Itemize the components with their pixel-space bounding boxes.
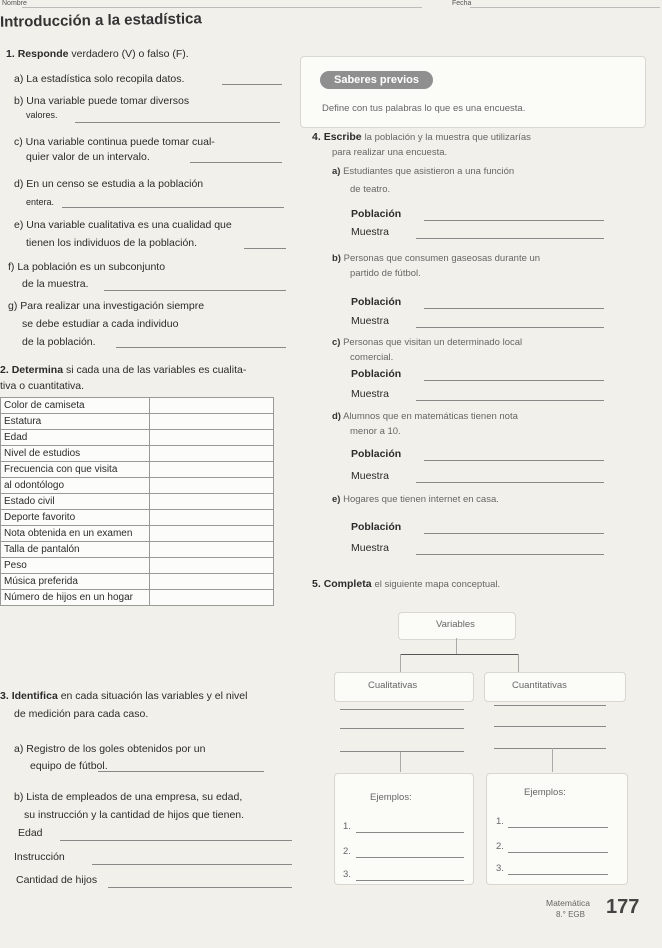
variable-type-answer-cell[interactable]: [150, 446, 274, 462]
q3-b-text: b) Lista de empleados de una empresa, su edad,: [14, 791, 243, 803]
q4-e-muestra-blank[interactable]: [416, 554, 604, 555]
q4-a-letter: a): [332, 166, 341, 177]
saberes-previos-badge: Saberes previos: [320, 71, 433, 89]
variables-table: [0, 397, 274, 606]
q2-verb: Determina: [11, 364, 64, 376]
q4-c-text-2: comercial.: [350, 352, 394, 363]
q1-e-text: Una variable cualitativa es una cualidad que: [26, 219, 232, 231]
q4-b-text: Personas que consumen gaseosas durante un: [343, 253, 541, 264]
q1-verb: Responde: [17, 48, 69, 60]
q1-item-g: [8, 300, 204, 312]
q1-d-blank[interactable]: [62, 207, 284, 208]
q1-c-letter: c): [14, 136, 23, 148]
variable-type-answer-cell[interactable]: [150, 590, 274, 606]
table-row: [1, 430, 274, 446]
map-left-blank-2[interactable]: [340, 728, 464, 729]
name-line: [22, 7, 422, 8]
q1-g-text-3: de la población.: [22, 336, 96, 348]
q1-item-b: [14, 95, 189, 107]
q4-item-b: [332, 253, 540, 264]
table-row: [1, 398, 274, 414]
q4-b-muestra-label: Muestra: [351, 315, 389, 327]
q4-b-text-2: partido de fútbol.: [350, 268, 421, 279]
q1-e-text-2: tienen los individuos de la población.: [26, 237, 198, 249]
table-row: [1, 558, 274, 574]
q1-item-c: [14, 136, 215, 148]
q1-g-text-2: se debe estudiar a cada individuo: [22, 318, 179, 330]
variable-type-answer-cell[interactable]: [150, 414, 274, 430]
variable-type-answer-cell[interactable]: [150, 430, 274, 446]
q3-hijos-blank[interactable]: [108, 887, 292, 888]
table-row: [1, 542, 274, 558]
table-row: [1, 494, 274, 510]
saberes-previos-box: [300, 56, 646, 128]
variable-type-answer-cell[interactable]: [150, 558, 274, 574]
q4-item-a: [332, 166, 514, 177]
q1-e-letter: e): [14, 219, 24, 231]
q3-field-instruccion: Instrucción: [14, 851, 65, 863]
q4-d-text-2: menor a 10.: [350, 426, 401, 437]
variable-name-cell: Estado civil: [1, 494, 150, 510]
map-right-example-1-blank[interactable]: [508, 827, 608, 828]
map-left-stem: [400, 654, 401, 672]
q5-verb: Completa: [323, 578, 372, 590]
q1-d-letter: d): [14, 178, 24, 190]
q1-b-text-2: valores.: [26, 110, 58, 120]
q1-d-text: En un censo se estudia a la población: [26, 178, 204, 190]
q4-c-muestra-blank[interactable]: [416, 400, 604, 401]
q3-number: 3.: [0, 690, 9, 702]
q4-e-letter: e): [332, 494, 341, 505]
q1-text: verdadero (V) o falso (F).: [71, 48, 189, 60]
map-left-down-stem: [400, 752, 401, 772]
q1-g-blank[interactable]: [116, 347, 286, 348]
q3-a-text-2: equipo de fútbol.: [30, 760, 108, 772]
map-root-label: Variables: [436, 619, 475, 630]
q4-a-text: Estudiantes que asistieron a una función: [343, 166, 515, 177]
variable-name-cell: Talla de pantalón: [1, 542, 150, 558]
q4-d-poblacion-blank[interactable]: [424, 460, 604, 461]
table-row: [1, 462, 274, 478]
variable-type-answer-cell[interactable]: [150, 574, 274, 590]
q3-a-text: a) Registro de los goles obtenidos por un: [14, 743, 206, 755]
date-line: [470, 7, 660, 8]
q1-a-letter: a): [14, 73, 24, 85]
map-left-example-1-blank[interactable]: [356, 832, 464, 833]
variable-type-answer-cell[interactable]: [150, 510, 274, 526]
map-left-example-2: 2.: [343, 846, 351, 857]
map-left-example-3-blank[interactable]: [356, 880, 464, 881]
table-row: [1, 478, 274, 494]
page-number: 177: [606, 896, 640, 918]
q1-item-f: [8, 261, 165, 273]
map-right-example-3: 3.: [496, 863, 504, 874]
map-right-example-3-blank[interactable]: [508, 874, 608, 875]
q4-b-poblacion-label: Población: [351, 296, 402, 308]
variable-name-cell: Estatura: [1, 414, 150, 430]
q4-text-1: la población y la muestra que utilizarías: [364, 132, 531, 143]
q1-b-blank[interactable]: [75, 122, 280, 123]
q4-item-e: [332, 494, 499, 505]
q3-edad-blank[interactable]: [60, 840, 292, 841]
table-row: [1, 526, 274, 542]
map-right-label: Cuantitativas: [512, 680, 567, 691]
q3-verb: Identifica: [11, 690, 58, 702]
variable-name-cell: al odontólogo: [1, 478, 150, 494]
saberes-text: Define con tus palabras lo que es una encuesta.: [322, 103, 526, 114]
q4-e-text: Hogares que tienen internet en casa.: [343, 494, 499, 505]
q5-number: 5.: [312, 578, 321, 590]
q3-instruction: [0, 690, 247, 702]
table-row: [1, 590, 274, 606]
q1-f-letter: f): [8, 261, 15, 273]
q4-item-d: [332, 411, 518, 422]
q1-number: 1.: [6, 48, 15, 60]
q4-a-text-2: de teatro.: [350, 184, 391, 195]
variable-type-answer-cell[interactable]: [150, 542, 274, 558]
q1-c-text-2: quier valor de un intervalo.: [26, 151, 150, 163]
variable-name-cell: Nota obtenida en un examen: [1, 526, 150, 542]
q4-a-muestra-label: Muestra: [351, 226, 389, 238]
q5-instruction: [312, 578, 500, 590]
q1-b-letter: b): [14, 95, 24, 107]
variable-name-cell: Color de camiseta: [1, 398, 150, 414]
map-left-label: Cualitativas: [368, 680, 418, 691]
date-label: Fecha: [452, 0, 472, 7]
q1-f-blank[interactable]: [104, 290, 286, 291]
variable-type-answer-cell[interactable]: [150, 398, 274, 414]
map-right-stem: [518, 654, 519, 672]
q4-b-letter: b): [332, 253, 341, 264]
q4-c-poblacion-label: Población: [351, 368, 402, 380]
q4-b-muestra-blank[interactable]: [416, 327, 604, 328]
q1-item-a: [14, 73, 184, 85]
q4-e-muestra-label: Muestra: [351, 542, 389, 554]
variable-type-answer-cell[interactable]: [150, 478, 274, 494]
q4-a-poblacion-blank[interactable]: [424, 220, 604, 221]
q4-b-poblacion-blank[interactable]: [424, 308, 604, 309]
q3-text-2: de medición para cada caso.: [14, 708, 149, 720]
name-label: Nombre: [2, 0, 27, 7]
table-row: [1, 446, 274, 462]
map-branch-line: [400, 654, 518, 655]
q1-d-text-2: entera.: [26, 197, 55, 207]
q4-instruction: [312, 131, 531, 143]
q3-field-hijos: Cantidad de hijos: [16, 874, 98, 886]
variable-type-answer-cell[interactable]: [150, 494, 274, 510]
map-right-down-stem: [552, 748, 553, 772]
variable-type-answer-cell[interactable]: [150, 526, 274, 542]
q2-instruction: [0, 364, 246, 376]
footer-grade: 8.° EGB: [556, 910, 585, 919]
q5-text: el siguiente mapa conceptual.: [374, 579, 501, 590]
variable-type-answer-cell[interactable]: [150, 462, 274, 478]
table-row: [1, 510, 274, 526]
q3-field-edad: Edad: [18, 827, 43, 839]
variable-name-cell: Nivel de estudios: [1, 446, 150, 462]
q1-e-blank[interactable]: [244, 248, 286, 249]
q4-c-letter: c): [332, 337, 341, 348]
q1-f-text-2: de la muestra.: [22, 278, 89, 290]
q2-text-2: tiva o cuantitativa.: [0, 380, 85, 392]
variable-name-cell: Música preferida: [1, 574, 150, 590]
q1-instruction: [6, 48, 189, 60]
q1-g-letter: g): [8, 300, 18, 312]
q4-e-poblacion-blank[interactable]: [424, 533, 604, 534]
map-left-blank-3[interactable]: [340, 751, 464, 752]
q4-a-poblacion-label: Población: [351, 208, 402, 220]
variable-name-cell: Frecuencia con que visita: [1, 462, 150, 478]
footer-subject: Matemática: [546, 898, 590, 908]
map-right-blank-2[interactable]: [494, 726, 606, 727]
map-left-example-2-blank[interactable]: [356, 857, 464, 858]
q4-c-poblacion-blank[interactable]: [424, 380, 604, 381]
q1-item-e: [14, 219, 232, 231]
map-left-examples-box: [334, 773, 474, 885]
q4-d-muestra-blank[interactable]: [416, 482, 604, 483]
q1-c-text: Una variable continua puede tomar cual-: [25, 136, 215, 148]
map-left-blank-1[interactable]: [340, 709, 464, 710]
q3-a-blank[interactable]: [98, 771, 264, 772]
q3-text-1: en cada situación las variables y el nivel: [60, 690, 248, 702]
q4-e-poblacion-label: Población: [351, 521, 402, 533]
q3-instruccion-blank[interactable]: [92, 864, 292, 865]
q4-item-c: [332, 337, 522, 348]
map-right-examples-label: Ejemplos:: [524, 787, 566, 798]
variable-name-cell: Peso: [1, 558, 150, 574]
q4-d-letter: d): [332, 411, 341, 422]
q1-item-d: [14, 178, 203, 190]
map-left-examples-label: Ejemplos:: [370, 792, 412, 803]
q1-c-blank[interactable]: [190, 162, 282, 163]
variable-name-cell: Edad: [1, 430, 150, 446]
q4-d-muestra-label: Muestra: [351, 470, 389, 482]
q3-b-text-2: su instrucción y la cantidad de hijos que tienen.: [24, 809, 245, 821]
q2-text-1: si cada una de las variables es cualita-: [65, 364, 247, 376]
map-root-stem: [456, 638, 457, 654]
q2-number: 2.: [0, 364, 9, 376]
table-row: [1, 574, 274, 590]
q4-c-text: Personas que visitan un determinado local: [343, 337, 523, 348]
variable-name-cell: Número de hijos en un hogar: [1, 590, 150, 606]
q4-text-2: para realizar una encuesta.: [332, 147, 448, 158]
q4-c-muestra-label: Muestra: [351, 388, 389, 400]
map-right-blank-1[interactable]: [494, 705, 606, 706]
map-right-blank-3[interactable]: [494, 748, 606, 749]
map-left-example-3: 3.: [343, 869, 351, 880]
variable-name-cell: Deporte favorito: [1, 510, 150, 526]
map-right-example-1: 1.: [496, 816, 504, 827]
page-title: Introducción a la estadística: [0, 10, 202, 31]
table-row: [1, 414, 274, 430]
map-left-example-1: 1.: [343, 821, 351, 832]
q1-f-text: La población es un subconjunto: [17, 261, 166, 273]
map-right-example-2: 2.: [496, 841, 504, 852]
q1-g-text: Para realizar una investigación siempre: [20, 300, 205, 312]
q1-b-text: Una variable puede tomar diversos: [26, 95, 190, 107]
q4-a-muestra-blank[interactable]: [416, 238, 604, 239]
q1-a-text: La estadística solo recopila datos.: [26, 73, 185, 85]
q4-d-text: Alumnos que en matemáticas tienen nota: [343, 411, 518, 422]
q1-a-blank[interactable]: [222, 84, 282, 85]
q4-verb: Escribe: [323, 131, 362, 143]
q4-d-poblacion-label: Población: [351, 448, 402, 460]
map-right-example-2-blank[interactable]: [508, 852, 608, 853]
q4-number: 4.: [312, 131, 321, 143]
